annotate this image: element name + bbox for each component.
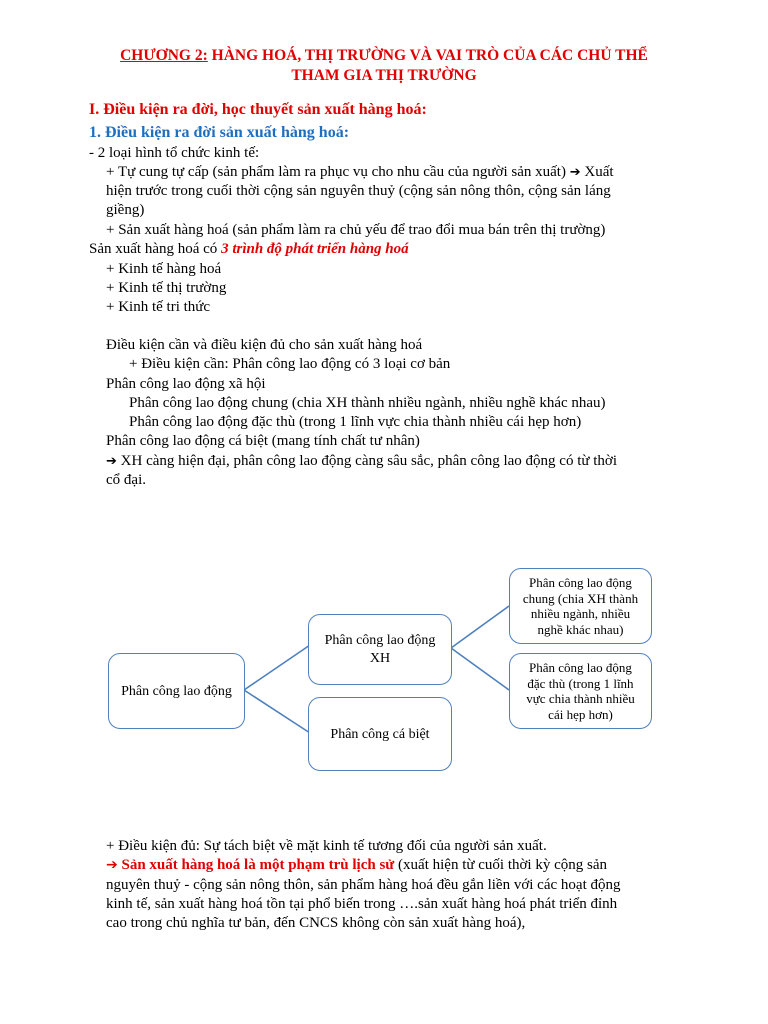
node-label: Phân công lao động bbox=[324, 632, 436, 648]
node-label: cái hẹp hơn) bbox=[548, 706, 613, 722]
node-label: Phân công lao động bbox=[529, 660, 632, 675]
chapter-title-text: HÀNG HOÁ, THỊ TRƯỜNG VÀ VAI TRÒ CỦA CÁC CHỦ THỂ bbox=[207, 47, 648, 64]
text-line: giềng) bbox=[106, 202, 145, 218]
node-label: đặc thù (trong 1 lĩnh bbox=[527, 675, 634, 691]
diagram-node-specific-division bbox=[509, 653, 652, 729]
connector-root-mid1 bbox=[244, 645, 310, 690]
list-item: + Kinh tế thị trường bbox=[106, 280, 227, 296]
text-line: cổ đại. bbox=[106, 472, 146, 488]
node-label: XH bbox=[369, 650, 391, 666]
text-line: + Điều kiện đủ: Sự tách biệt về mặt kinh tế tương đối của người sản xuất. bbox=[106, 838, 547, 854]
text-line: Phân công lao động chung (chia XH thành nhiều ngành, nhiều nghề khác nhau) bbox=[129, 395, 606, 411]
arrow-icon: ➔ bbox=[569, 165, 581, 180]
chapter-title-line2: THAM GIA THỊ TRƯỜNG bbox=[291, 67, 477, 84]
emphasis-text: 3 trình độ phát triển hàng hoá bbox=[221, 241, 409, 257]
connector-mid1-leaf2 bbox=[451, 648, 509, 690]
text-line: Phân công lao động xã hội bbox=[106, 376, 266, 392]
connector-root-mid2 bbox=[244, 690, 310, 733]
text-span: Sản xuất hàng hoá có bbox=[89, 241, 222, 257]
list-item: + Kinh tế tri thức bbox=[106, 299, 211, 315]
section-heading: I. Điều kiện ra đời, học thuyết sản xuất hàng hoá: bbox=[89, 101, 427, 118]
arrow-icon: ➔ bbox=[106, 857, 118, 873]
text-line: kinh tế, sản xuất hàng hoá tồn tại phổ biến trong ….sản xuất hàng hoá phát triển đỉnh bbox=[106, 896, 618, 912]
text-line: + Điều kiện cần: Phân công lao động có 3 loại cơ bản bbox=[129, 356, 451, 372]
text-span: XH càng hiện đại, phân công lao động càng sâu sắc, phân công lao động có từ thời bbox=[116, 453, 618, 469]
diagram-root-node bbox=[108, 653, 245, 729]
diagram-node-general-division bbox=[509, 568, 652, 644]
node-label: nhiều ngành, nhiều bbox=[530, 606, 631, 621]
subsection-heading: 1. Điều kiện ra đời sản xuất hàng hoá: bbox=[89, 124, 350, 141]
node-label: Phân công lao động bbox=[121, 683, 232, 699]
text-line bbox=[106, 856, 607, 874]
diagram-node-individual-division bbox=[308, 697, 452, 771]
arrow-icon: ➔ bbox=[106, 454, 117, 469]
text-span: Xuất bbox=[580, 164, 614, 180]
node-label: Phân công cá biệt bbox=[330, 726, 430, 742]
text-line: Phân công lao động cá biệt (mang tính chất tư nhân) bbox=[106, 433, 420, 449]
list-item: + Kinh tế hàng hoá bbox=[106, 261, 222, 277]
text-line: Điều kiện cần và điều kiện đủ cho sản xuất hàng hoá bbox=[106, 337, 423, 353]
text-span: (xuất hiện từ cuối thời kỳ cộng sản bbox=[394, 857, 607, 873]
connector-mid1-leaf1 bbox=[451, 606, 509, 648]
emphasis-text: Sản xuất hàng hoá là một phạm trù lịch sử bbox=[117, 857, 395, 873]
text-line: cao trong chủ nghĩa tư bản, đến CNCS không còn sản xuất hàng hoá), bbox=[106, 915, 526, 931]
node-label: nghề khác nhau) bbox=[537, 621, 624, 637]
chapter-number: CHƯƠNG 2: bbox=[120, 47, 208, 64]
text-line: - 2 loại hình tổ chức kinh tế: bbox=[89, 145, 260, 161]
text-line: nguyên thuỷ - cộng sản nông thôn, sản phẩm hàng hoá đều gắn liền với các hoạt động bbox=[106, 877, 621, 893]
text-line: + Sản xuất hàng hoá (sản phẩm làm ra chủ yếu để trao đổi mua bán trên thị trường) bbox=[106, 222, 606, 238]
node-label: vực chia thành nhiều bbox=[526, 691, 635, 706]
diagram-node-social-division bbox=[308, 614, 452, 685]
text-span: + Tự cung tự cấp (sản phẩm làm ra phục vụ cho nhu cầu của người sản xuất) bbox=[106, 164, 566, 180]
text-line: Phân công lao động đặc thù (trong 1 lĩnh vực chia thành nhiều cái hẹp hơn) bbox=[129, 414, 582, 430]
text-line: hiện trước trong cuối thời cộng sản nguyên thuỷ (cộng sản nông thôn, cộng sản láng bbox=[106, 183, 611, 199]
node-label: Phân công lao động bbox=[529, 575, 632, 590]
node-label: chung (chia XH thành bbox=[522, 590, 639, 606]
